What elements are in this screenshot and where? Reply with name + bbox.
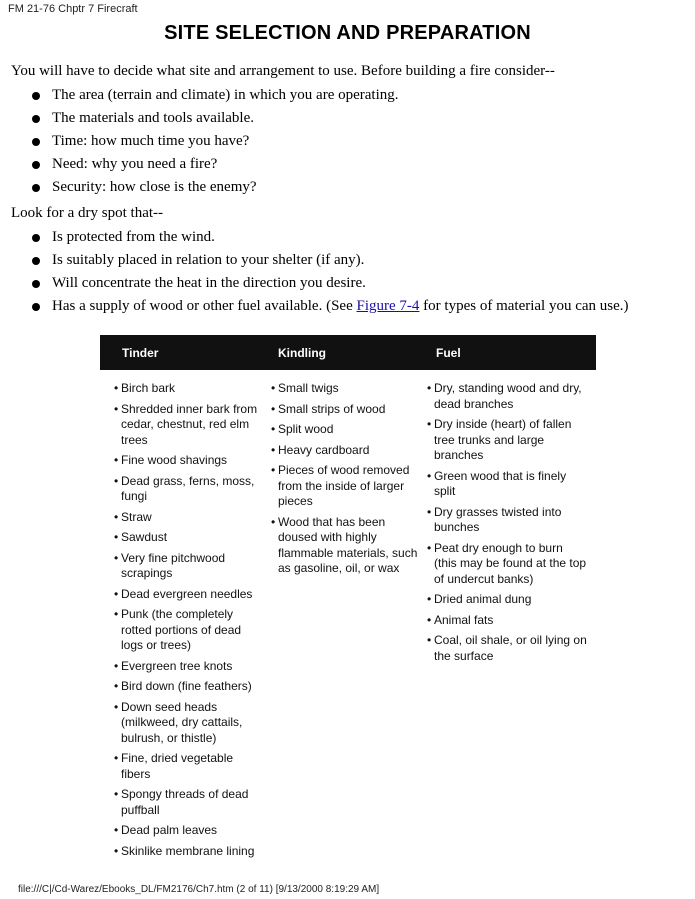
fuel-item: • Dry inside (heart) of fallen tree trunks and large branches <box>427 417 587 464</box>
fuel-header: Fuel <box>436 346 461 360</box>
bullet-icon <box>32 280 40 288</box>
bullet-icon <box>32 234 40 242</box>
list-item: The area (terrain and climate) in which you are operating. <box>30 84 399 107</box>
list-item: Will concentrate the heat in the direction you desire. <box>30 272 629 295</box>
tinder-item: • Dead grass, ferns, moss, fungi <box>114 474 264 505</box>
tinder-item: • Spongy threads of dead puffball <box>114 787 264 818</box>
fuel-item: • Dry, standing wood and dry, dead branches <box>427 381 587 412</box>
tinder-header: Tinder <box>122 346 159 360</box>
dry-spot-intro: Look for a dry spot that-- <box>11 205 164 221</box>
browser-print-header: FM 21-76 Chptr 7 Firecraft <box>8 3 138 15</box>
tinder-item: • Birch bark <box>114 381 264 397</box>
bullet-icon <box>32 138 40 146</box>
kindling-item: • Wood that has been doused with highly flammable materials, such as gasoline, oil, or wax <box>271 515 423 577</box>
fuel-column <box>427 381 587 669</box>
tinder-column <box>114 381 264 860</box>
fuel-item: • Coal, oil shale, or oil lying on the surface <box>427 633 587 664</box>
tinder-item: • Evergreen tree knots <box>114 659 264 675</box>
tinder-item: • Sawdust <box>114 530 264 546</box>
intro-paragraph: You will have to decide what site and arrangement to use. Before building a fire consider-- <box>11 63 555 79</box>
fuel-item: • Animal fats <box>427 613 587 629</box>
list-item: Need: why you need a fire? <box>30 153 399 176</box>
kindling-item: • Small strips of wood <box>271 402 423 418</box>
tinder-item: • Fine wood shavings <box>114 453 264 469</box>
fuel-item: • Peat dry enough to burn (this may be found at the top of undercut banks) <box>427 541 587 588</box>
figure-7-4-image <box>100 335 596 860</box>
list-item: Has a supply of wood or other fuel available. (See Figure 7-4 for types of material you can use.) <box>30 295 629 318</box>
tinder-item: • Bird down (fine feathers) <box>114 679 264 695</box>
tinder-item: • Skinlike membrane lining <box>114 844 264 860</box>
page-title: SITE SELECTION AND PREPARATION <box>164 22 531 44</box>
list-item: Time: how much time you have? <box>30 130 399 153</box>
tinder-item: • Punk (the completely rotted portions of dead logs or trees) <box>114 607 264 654</box>
fuel-item: • Green wood that is finely split <box>427 469 587 500</box>
bullet-icon <box>32 184 40 192</box>
kindling-item: • Split wood <box>271 422 423 438</box>
tinder-item: • Very fine pitchwood scrapings <box>114 551 264 582</box>
list-item: Security: how close is the enemy? <box>30 176 399 199</box>
kindling-item: • Pieces of wood removed from the inside of larger pieces <box>271 463 423 510</box>
bullet-icon <box>32 115 40 123</box>
list-item: Is protected from the wind. <box>30 226 629 249</box>
tinder-item: • Dead palm leaves <box>114 823 264 839</box>
considerations-list <box>30 84 399 199</box>
bullet-icon <box>32 92 40 100</box>
kindling-item: • Small twigs <box>271 381 423 397</box>
fuel-item: • Dried animal dung <box>427 592 587 608</box>
tinder-item: • Fine, dried vegetable fibers <box>114 751 264 782</box>
tinder-item: • Down seed heads (milkweed, dry cattails, bulrush, or thistle) <box>114 700 264 747</box>
kindling-item: • Heavy cardboard <box>271 443 423 459</box>
fuel-item: • Dry grasses twisted into bunches <box>427 505 587 536</box>
dry-spot-list <box>30 226 629 318</box>
kindling-header: Kindling <box>278 346 326 360</box>
tinder-item: • Shredded inner bark from cedar, chestnut, red elm trees <box>114 402 264 449</box>
figure-header-bar <box>100 335 596 370</box>
tinder-item: • Straw <box>114 510 264 526</box>
browser-print-footer: file:///C|/Cd-Warez/Ebooks_DL/FM2176/Ch7.htm (2 of 11) [9/13/2000 8:19:29 AM] <box>18 884 380 895</box>
bullet-icon <box>32 303 40 311</box>
tinder-item: • Dead evergreen needles <box>114 587 264 603</box>
bullet-icon <box>32 161 40 169</box>
bullet-icon <box>32 257 40 265</box>
list-item: The materials and tools available. <box>30 107 399 130</box>
figure-7-4-link[interactable]: Figure 7-4 <box>356 298 420 314</box>
list-item: Is suitably placed in relation to your shelter (if any). <box>30 249 629 272</box>
kindling-column <box>271 381 423 582</box>
